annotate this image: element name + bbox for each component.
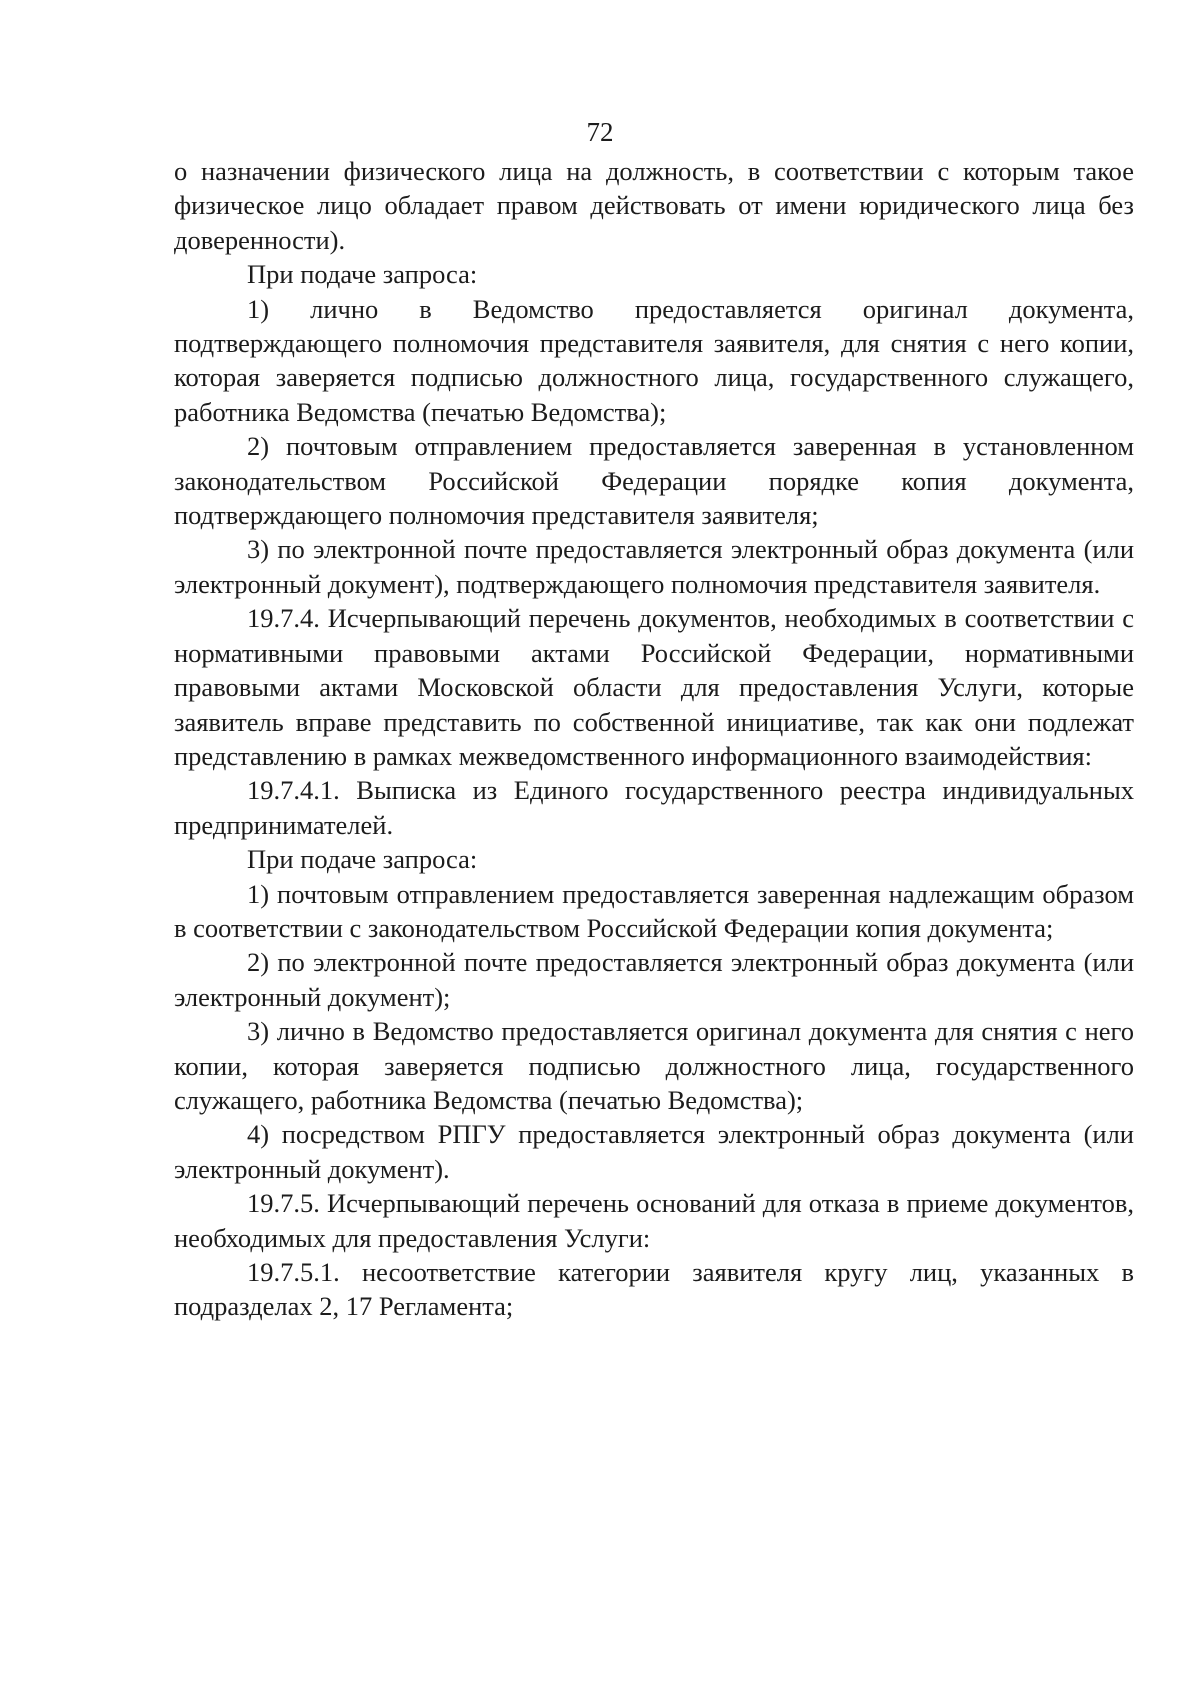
document-body	[174, 154, 1134, 1324]
paragraph-submission-heading: При подаче запроса:	[247, 844, 478, 875]
paragraph-item-in-person: 3) лично в Ведомство предоставляется оригинал документа для снятия с него копии, которая заверяется подписью должностного лица, государственного служащего, работника Ведомства (печатью Ведомства);	[174, 1016, 1134, 1115]
paragraph-continuation: о назначении физического лица на должность, в соответствии с которым такое физическое лицо обладает правом действовать от имени юридического лица без доверенности).	[174, 156, 1134, 255]
paragraph-item-email: 2) по электронной почте предоставляется электронный образ документа (или электронный документ);	[174, 947, 1134, 1012]
paragraph-section-19-7-5-1: 19.7.5.1. несоответствие категории заявителя кругу лиц, указанных в подразделах 2, 17 Регламента;	[174, 1257, 1134, 1322]
paragraph-item-rpgu: 4) посредством РПГУ предоставляется электронный образ документа (или электронный документ).	[174, 1119, 1134, 1184]
paragraph-item-email: 3) по электронной почте предоставляется электронный образ документа (или электронный документ), подтверждающего полномочия представителя заявителя.	[174, 534, 1134, 599]
page-number: 72	[586, 117, 614, 147]
paragraph-section-19-7-4-1: 19.7.4.1. Выписка из Единого государственного реестра индивидуальных предпринимателей.	[174, 775, 1134, 840]
paragraph-section-19-7-5: 19.7.5. Исчерпывающий перечень оснований для отказа в приеме документов, необходимых для предоставления Услуги:	[174, 1188, 1134, 1253]
paragraph-submission-heading: При подаче запроса:	[247, 259, 478, 290]
paragraph-item-postal: 1) почтовым отправлением предоставляется заверенная надлежащим образом в соответствии с законодательством Российской Федерации копия документа;	[174, 878, 1134, 943]
paragraph-item-in-person: 1) лично в Ведомство предоставляется оригинал документа, подтверждающего полномочия представителя заявителя, для снятия с него копии, которая заверяется подписью должностного лица, государственного служащего, работника Ведомства (печатью Ведомства);	[174, 293, 1134, 427]
paragraph-section-19-7-4: 19.7.4. Исчерпывающий перечень документов, необходимых в соответствии с нормативными правовыми актами Российской Федерации, нормативными правовыми актами Московской области для предоставления Услуги, которые заявитель вправе представить по собственной инициативе, так как они подлежат представлению в рамках межведомственного информационного взаимодействия:	[174, 603, 1134, 771]
paragraph-item-postal: 2) почтовым отправлением предоставляется заверенная в установленном законодательством Российской Федерации порядке копия документа, подтверждающего полномочия представителя заявителя;	[174, 431, 1134, 531]
